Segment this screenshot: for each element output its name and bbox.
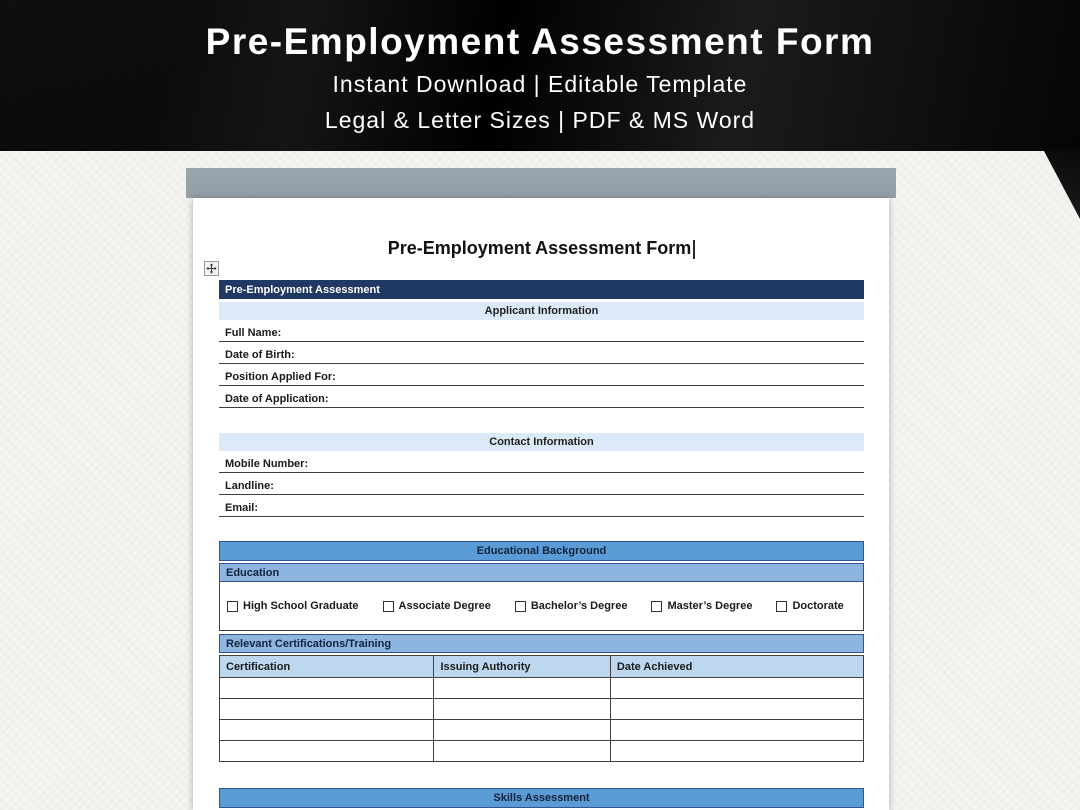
field-label: Landline: <box>225 479 274 492</box>
table-cell[interactable] <box>220 720 434 741</box>
table-cell[interactable] <box>434 699 610 720</box>
checkbox-label: Associate Degree <box>398 600 491 612</box>
table-cell[interactable] <box>220 741 434 762</box>
document-title: Pre-Employment Assessment Form <box>387 238 692 258</box>
table-cell[interactable] <box>434 741 610 762</box>
certifications-table <box>219 655 864 762</box>
table-cell[interactable] <box>434 678 610 699</box>
checkbox-label: Bachelor’s Degree <box>530 600 628 612</box>
section-gap <box>219 408 864 433</box>
document-page[interactable] <box>193 198 889 810</box>
fabric-drape-decoration <box>1044 151 1080 219</box>
table-header-date-achieved: Date Achieved <box>611 656 864 678</box>
checkbox-label: Doctorate <box>792 600 844 612</box>
promo-banner <box>0 0 1080 151</box>
field-row-full-name[interactable] <box>219 320 864 342</box>
contact-info-header: Contact Information <box>219 433 864 451</box>
table-cell[interactable] <box>220 678 434 699</box>
table-cell[interactable] <box>434 720 610 741</box>
table-cell[interactable] <box>611 699 864 720</box>
checkbox-item-associate[interactable] <box>383 600 491 612</box>
certifications-subheader: Relevant Certifications/Training <box>219 634 864 653</box>
field-row-date-of-birth[interactable] <box>219 342 864 364</box>
field-label: Position Applied For: <box>225 370 336 383</box>
banner-title: Pre-Employment Assessment Form <box>205 21 875 62</box>
checkbox-item-high-school[interactable] <box>227 600 359 612</box>
field-label: Full Name: <box>225 326 282 339</box>
field-row-position-applied[interactable] <box>219 364 864 386</box>
applicant-info-header: Applicant Information <box>219 302 864 320</box>
field-row-landline[interactable] <box>219 473 864 495</box>
banner-subtitle-2: Legal & Letter Sizes | PDF & MS Word <box>324 107 756 133</box>
table-cell[interactable] <box>611 741 864 762</box>
checkbox-icon[interactable] <box>383 601 394 612</box>
document-top-bar <box>186 168 896 198</box>
field-row-mobile-number[interactable] <box>219 451 864 473</box>
move-arrows-icon <box>206 263 217 274</box>
form-header-bar: Pre-Employment Assessment <box>219 280 864 299</box>
checkbox-icon[interactable] <box>651 601 662 612</box>
banner-subtitle-1: Instant Download | Editable Template <box>332 71 748 97</box>
checkbox-icon[interactable] <box>227 601 238 612</box>
skills-assessment-header: Skills Assessment <box>219 788 864 808</box>
text-cursor <box>693 240 695 259</box>
checkbox-label: Master’s Degree <box>667 600 753 612</box>
field-label: Date of Birth: <box>225 348 295 361</box>
field-label: Mobile Number: <box>225 457 309 470</box>
table-cell[interactable] <box>220 699 434 720</box>
checkbox-item-master[interactable] <box>651 600 752 612</box>
field-row-email[interactable] <box>219 495 864 517</box>
field-label: Email: <box>225 501 259 514</box>
table-header-certification: Certification <box>220 656 434 678</box>
checkbox-icon[interactable] <box>515 601 526 612</box>
table-cell[interactable] <box>611 720 864 741</box>
table-cell[interactable] <box>611 678 864 699</box>
checkbox-icon[interactable] <box>776 601 787 612</box>
educational-background-header: Educational Background <box>219 541 864 561</box>
field-label: Date of Application: <box>225 392 329 405</box>
table-move-handle-icon[interactable] <box>204 261 219 276</box>
education-checkbox-row <box>219 582 864 631</box>
field-row-date-of-application[interactable] <box>219 386 864 408</box>
checkbox-item-doctorate[interactable] <box>776 600 843 612</box>
education-subheader: Education <box>219 563 864 582</box>
table-header-issuing-authority: Issuing Authority <box>434 656 610 678</box>
checkbox-item-bachelor[interactable] <box>515 600 628 612</box>
document-title-row <box>219 238 864 262</box>
checkbox-label: High School Graduate <box>243 600 359 612</box>
